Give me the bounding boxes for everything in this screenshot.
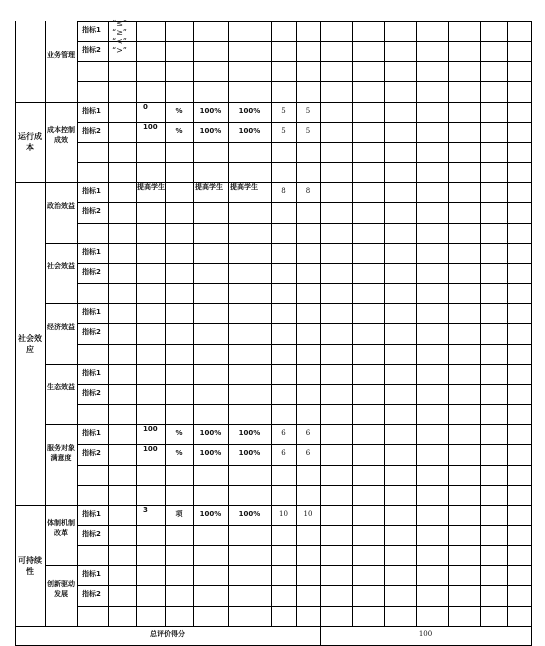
grid-vline xyxy=(271,21,272,626)
cell-score: 6 xyxy=(305,449,311,457)
cell-actual: 100% xyxy=(199,449,222,457)
cell-score: 8 xyxy=(305,187,311,195)
cell-target: 100 xyxy=(143,123,158,131)
grid-hline xyxy=(77,585,532,586)
indicator-label: 指标2 xyxy=(82,207,101,215)
grid-hline xyxy=(77,283,532,284)
grid-vline xyxy=(416,21,417,626)
grid-hline xyxy=(77,606,532,607)
grid-hline xyxy=(15,505,532,506)
indicator-label: 指标2 xyxy=(82,530,101,538)
grid-vline xyxy=(15,21,16,626)
subgroup-label: 生态效益 xyxy=(47,383,75,391)
grid-hline xyxy=(45,424,532,425)
subgroup-label: 政治效益 xyxy=(47,202,75,210)
indicator-label: 指标1 xyxy=(82,510,101,518)
grid-hline xyxy=(77,41,532,42)
subgroup-label: 成本控制成效 xyxy=(47,126,75,144)
cell-score-target: 提高学生 xyxy=(230,183,258,191)
grid-hline xyxy=(15,182,532,183)
grid-hline xyxy=(77,81,532,82)
cell-weight: 5 xyxy=(281,127,286,135)
subgroup-label: 体制机制改革 xyxy=(47,519,75,537)
grid-hline xyxy=(45,364,532,365)
cell-target: 提高学生 xyxy=(137,183,165,191)
subgroup-label: 创新驱动发展 xyxy=(47,580,75,598)
grid-hline xyxy=(45,243,532,244)
cell-unit: 项 xyxy=(175,510,183,518)
grid-vline xyxy=(531,21,532,626)
grid-hline xyxy=(77,202,532,203)
subgroup-label: 业务管理 xyxy=(47,51,75,59)
grid-vline xyxy=(531,626,532,646)
indicator-label: 指标2 xyxy=(82,268,101,276)
group-label: 运行成本 xyxy=(18,132,42,152)
indicator-label: 指标2 xyxy=(82,590,101,598)
cell-score-target: 100% xyxy=(238,107,261,115)
grid-hline xyxy=(15,626,532,627)
operator-symbols: “≤” “≥” “<” “>” xyxy=(112,19,127,55)
indicator-label: 指标1 xyxy=(82,187,101,195)
cell-target: 3 xyxy=(143,506,148,514)
indicator-label: 指标1 xyxy=(82,26,101,34)
cell-weight: 5 xyxy=(281,107,286,115)
group-label: 可持续性 xyxy=(18,556,42,576)
grid-hline xyxy=(77,162,532,163)
cell-score-target: 100% xyxy=(238,510,261,518)
grid-hline xyxy=(45,565,532,566)
grid-vline xyxy=(77,21,78,626)
indicator-label: 指标1 xyxy=(82,308,101,316)
cell-unit: % xyxy=(175,127,183,135)
grid-vline xyxy=(352,21,353,626)
indicator-label: 指标1 xyxy=(82,429,101,437)
grid-hline xyxy=(77,223,532,224)
indicator-label: 指标1 xyxy=(82,369,101,377)
grid-vline xyxy=(45,21,46,626)
indicator-label: 指标2 xyxy=(82,449,101,457)
grid-hline xyxy=(77,21,532,22)
cell-actual: 100% xyxy=(199,107,222,115)
grid-vline xyxy=(296,21,297,626)
cell-target: 0 xyxy=(143,103,148,111)
grid-hline xyxy=(77,61,532,62)
cell-weight: 6 xyxy=(281,449,286,457)
grid-hline xyxy=(15,102,532,103)
grid-hline xyxy=(77,142,532,143)
grid-vline xyxy=(165,21,166,626)
indicator-label: 指标1 xyxy=(82,570,101,578)
cell-actual: 100% xyxy=(199,510,222,518)
subgroup-label: 社会效益 xyxy=(47,262,75,270)
cell-unit: % xyxy=(175,107,183,115)
cell-actual: 提高学生 xyxy=(195,183,223,191)
cell-score: 5 xyxy=(305,127,311,135)
subgroup-label: 服务对象满意度 xyxy=(47,444,75,462)
grid-vline xyxy=(448,21,449,626)
cell-unit: % xyxy=(175,429,183,437)
indicator-label: 指标2 xyxy=(82,328,101,336)
cell-weight: 8 xyxy=(281,187,286,195)
indicator-label: 指标1 xyxy=(82,248,101,256)
indicator-label: 指标2 xyxy=(82,46,101,54)
grid-hline xyxy=(45,303,532,304)
grid-hline xyxy=(77,263,532,264)
grid-vline xyxy=(480,21,481,626)
total-score-value: 100 xyxy=(418,630,433,638)
indicator-label: 指标1 xyxy=(82,107,101,115)
cell-target: 100 xyxy=(143,425,158,433)
cell-score: 6 xyxy=(305,429,311,437)
subgroup-label: 经济效益 xyxy=(47,323,75,331)
grid-hline xyxy=(77,465,532,466)
cell-unit: % xyxy=(175,449,183,457)
cell-weight: 10 xyxy=(279,510,288,518)
grid-vline xyxy=(193,21,194,626)
grid-vline xyxy=(108,21,109,626)
grid-hline xyxy=(77,384,532,385)
grid-hline xyxy=(77,545,532,546)
cell-score: 10 xyxy=(303,510,313,518)
cell-actual: 100% xyxy=(199,429,222,437)
indicator-label: 指标2 xyxy=(82,389,101,397)
total-score-label: 总评价得分 xyxy=(150,630,185,638)
cell-score-target: 100% xyxy=(238,449,261,457)
grid-hline xyxy=(77,344,532,345)
grid-vline xyxy=(136,21,137,626)
cell-score-target: 100% xyxy=(238,127,261,135)
cell-target: 100 xyxy=(143,445,158,453)
grid-vline xyxy=(228,21,229,626)
grid-hline xyxy=(77,525,532,526)
grid-vline xyxy=(384,21,385,626)
indicator-label: 指标2 xyxy=(82,127,101,135)
grid-hline xyxy=(77,485,532,486)
cell-weight: 6 xyxy=(281,429,286,437)
grid-hline xyxy=(77,404,532,405)
cell-score-target: 100% xyxy=(238,429,261,437)
grid-hline xyxy=(77,323,532,324)
group-label: 社会效应 xyxy=(18,334,42,354)
grid-vline xyxy=(320,21,321,626)
cell-score: 5 xyxy=(305,107,311,115)
cell-actual: 100% xyxy=(199,127,222,135)
grid-vline xyxy=(507,21,508,626)
